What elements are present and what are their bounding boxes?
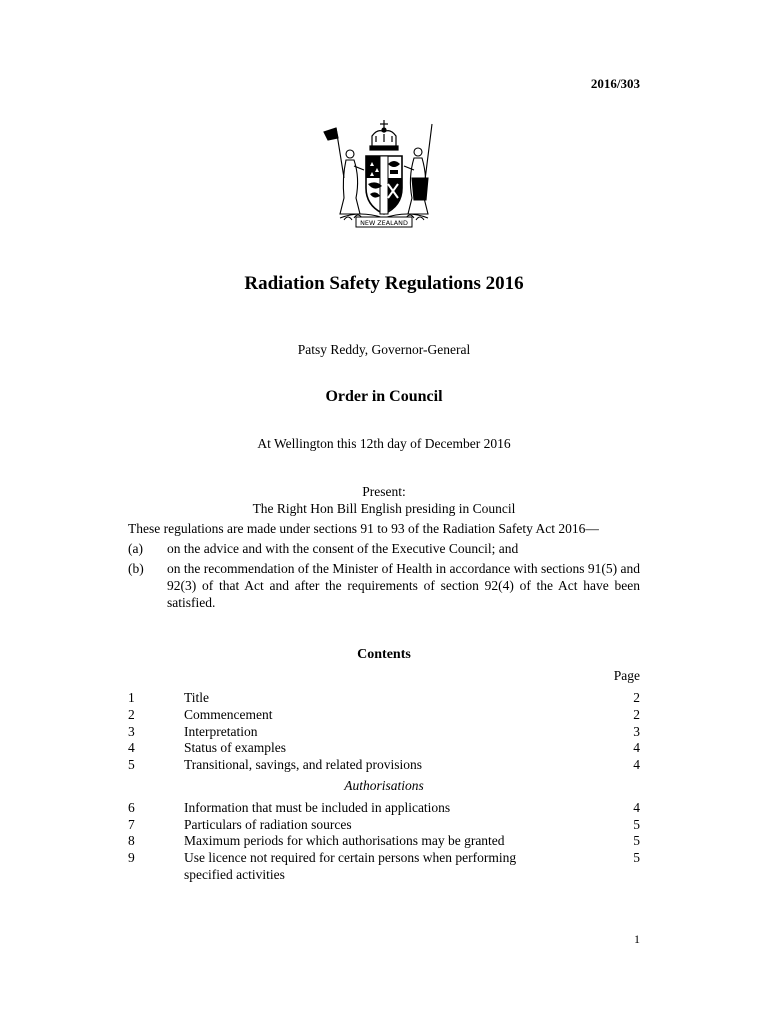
toc-group-heading: Authorisations (344, 777, 424, 793)
toc-title: Title (184, 690, 210, 705)
toc-page: 2 (633, 706, 640, 722)
paragraph-b (128, 560, 640, 611)
paragraph-label: (a) (128, 541, 143, 556)
toc-page: 5 (633, 850, 640, 866)
toc-page: 5 (633, 833, 640, 849)
toc-page: 4 (633, 757, 640, 773)
toc-row[interactable] (128, 817, 640, 834)
present-label: Present: (362, 484, 406, 499)
paragraph-label: (b) (128, 561, 144, 576)
toc-row[interactable] (128, 833, 640, 850)
enacting-statement (128, 520, 640, 611)
presiding-line: The Right Hon Bill English presiding in Council (252, 501, 516, 516)
enacting-text: These regulations are made under sections 91 to 93 of the Radiation Safety Act 2016— (128, 521, 599, 536)
toc-title: Maximum periods for which authorisations may be granted (184, 833, 505, 849)
toc-number: 1 (128, 690, 135, 705)
toc-number: 9 (128, 850, 135, 866)
coat-of-arms (320, 118, 448, 230)
regulation-title: Radiation Safety Regulations 2016 (244, 273, 524, 294)
present-block (0, 483, 768, 517)
page-column-label: Page (613, 668, 640, 683)
contents-heading: Contents (357, 647, 411, 662)
toc-number: 5 (128, 757, 135, 773)
toc-number: 6 (128, 799, 135, 815)
toc-page: 5 (633, 816, 640, 832)
toc-title: Particulars of radiation sources (184, 816, 352, 832)
toc-row[interactable] (128, 757, 640, 774)
date-line: At Wellington this 12th day of December 2016 (257, 436, 511, 451)
coat-of-arms-icon (320, 118, 448, 230)
toc-row[interactable] (128, 740, 640, 757)
toc-title: Use licence not required for certain persons when performing specified activities (184, 850, 517, 882)
paragraph-a (128, 540, 640, 557)
toc-title: Status of examples (184, 740, 286, 756)
toc-page: 4 (633, 740, 640, 756)
toc-row[interactable] (128, 690, 640, 707)
toc-page: 2 (633, 690, 640, 705)
order-in-council-heading: Order in Council (325, 388, 443, 405)
toc-number: 8 (128, 833, 135, 849)
paragraph-text: on the advice and with the consent of the Executive Council; and (167, 541, 519, 556)
toc-row[interactable] (128, 850, 640, 884)
paragraph-text: on the recommendation of the Minister of Health in accordance with sections 91(5) and 92(3) of that Act and after the requirements of section 92(4) of the Act have been satisfied. (167, 561, 640, 610)
toc-number: 2 (128, 706, 135, 722)
toc-number: 3 (128, 723, 135, 739)
svg-text:NEW ZEALAND: NEW ZEALAND (360, 219, 408, 227)
toc-title: Interpretation (184, 723, 258, 739)
toc-number: 7 (128, 816, 135, 832)
document-reference: 2016/303 (590, 76, 640, 91)
toc-row[interactable] (128, 800, 640, 817)
toc-row[interactable] (128, 724, 640, 741)
table-of-contents (128, 690, 640, 884)
toc-title: Commencement (184, 706, 273, 722)
toc-row[interactable] (128, 707, 640, 724)
toc-page: 4 (633, 799, 640, 815)
page-number: 1 (634, 932, 640, 946)
toc-number: 4 (128, 740, 135, 756)
toc-page: 3 (633, 723, 640, 739)
governor-general: Patsy Reddy, Governor-General (297, 342, 471, 357)
toc-title: Transitional, savings, and related provisions (184, 757, 422, 773)
toc-title: Information that must be included in applications (184, 799, 451, 815)
